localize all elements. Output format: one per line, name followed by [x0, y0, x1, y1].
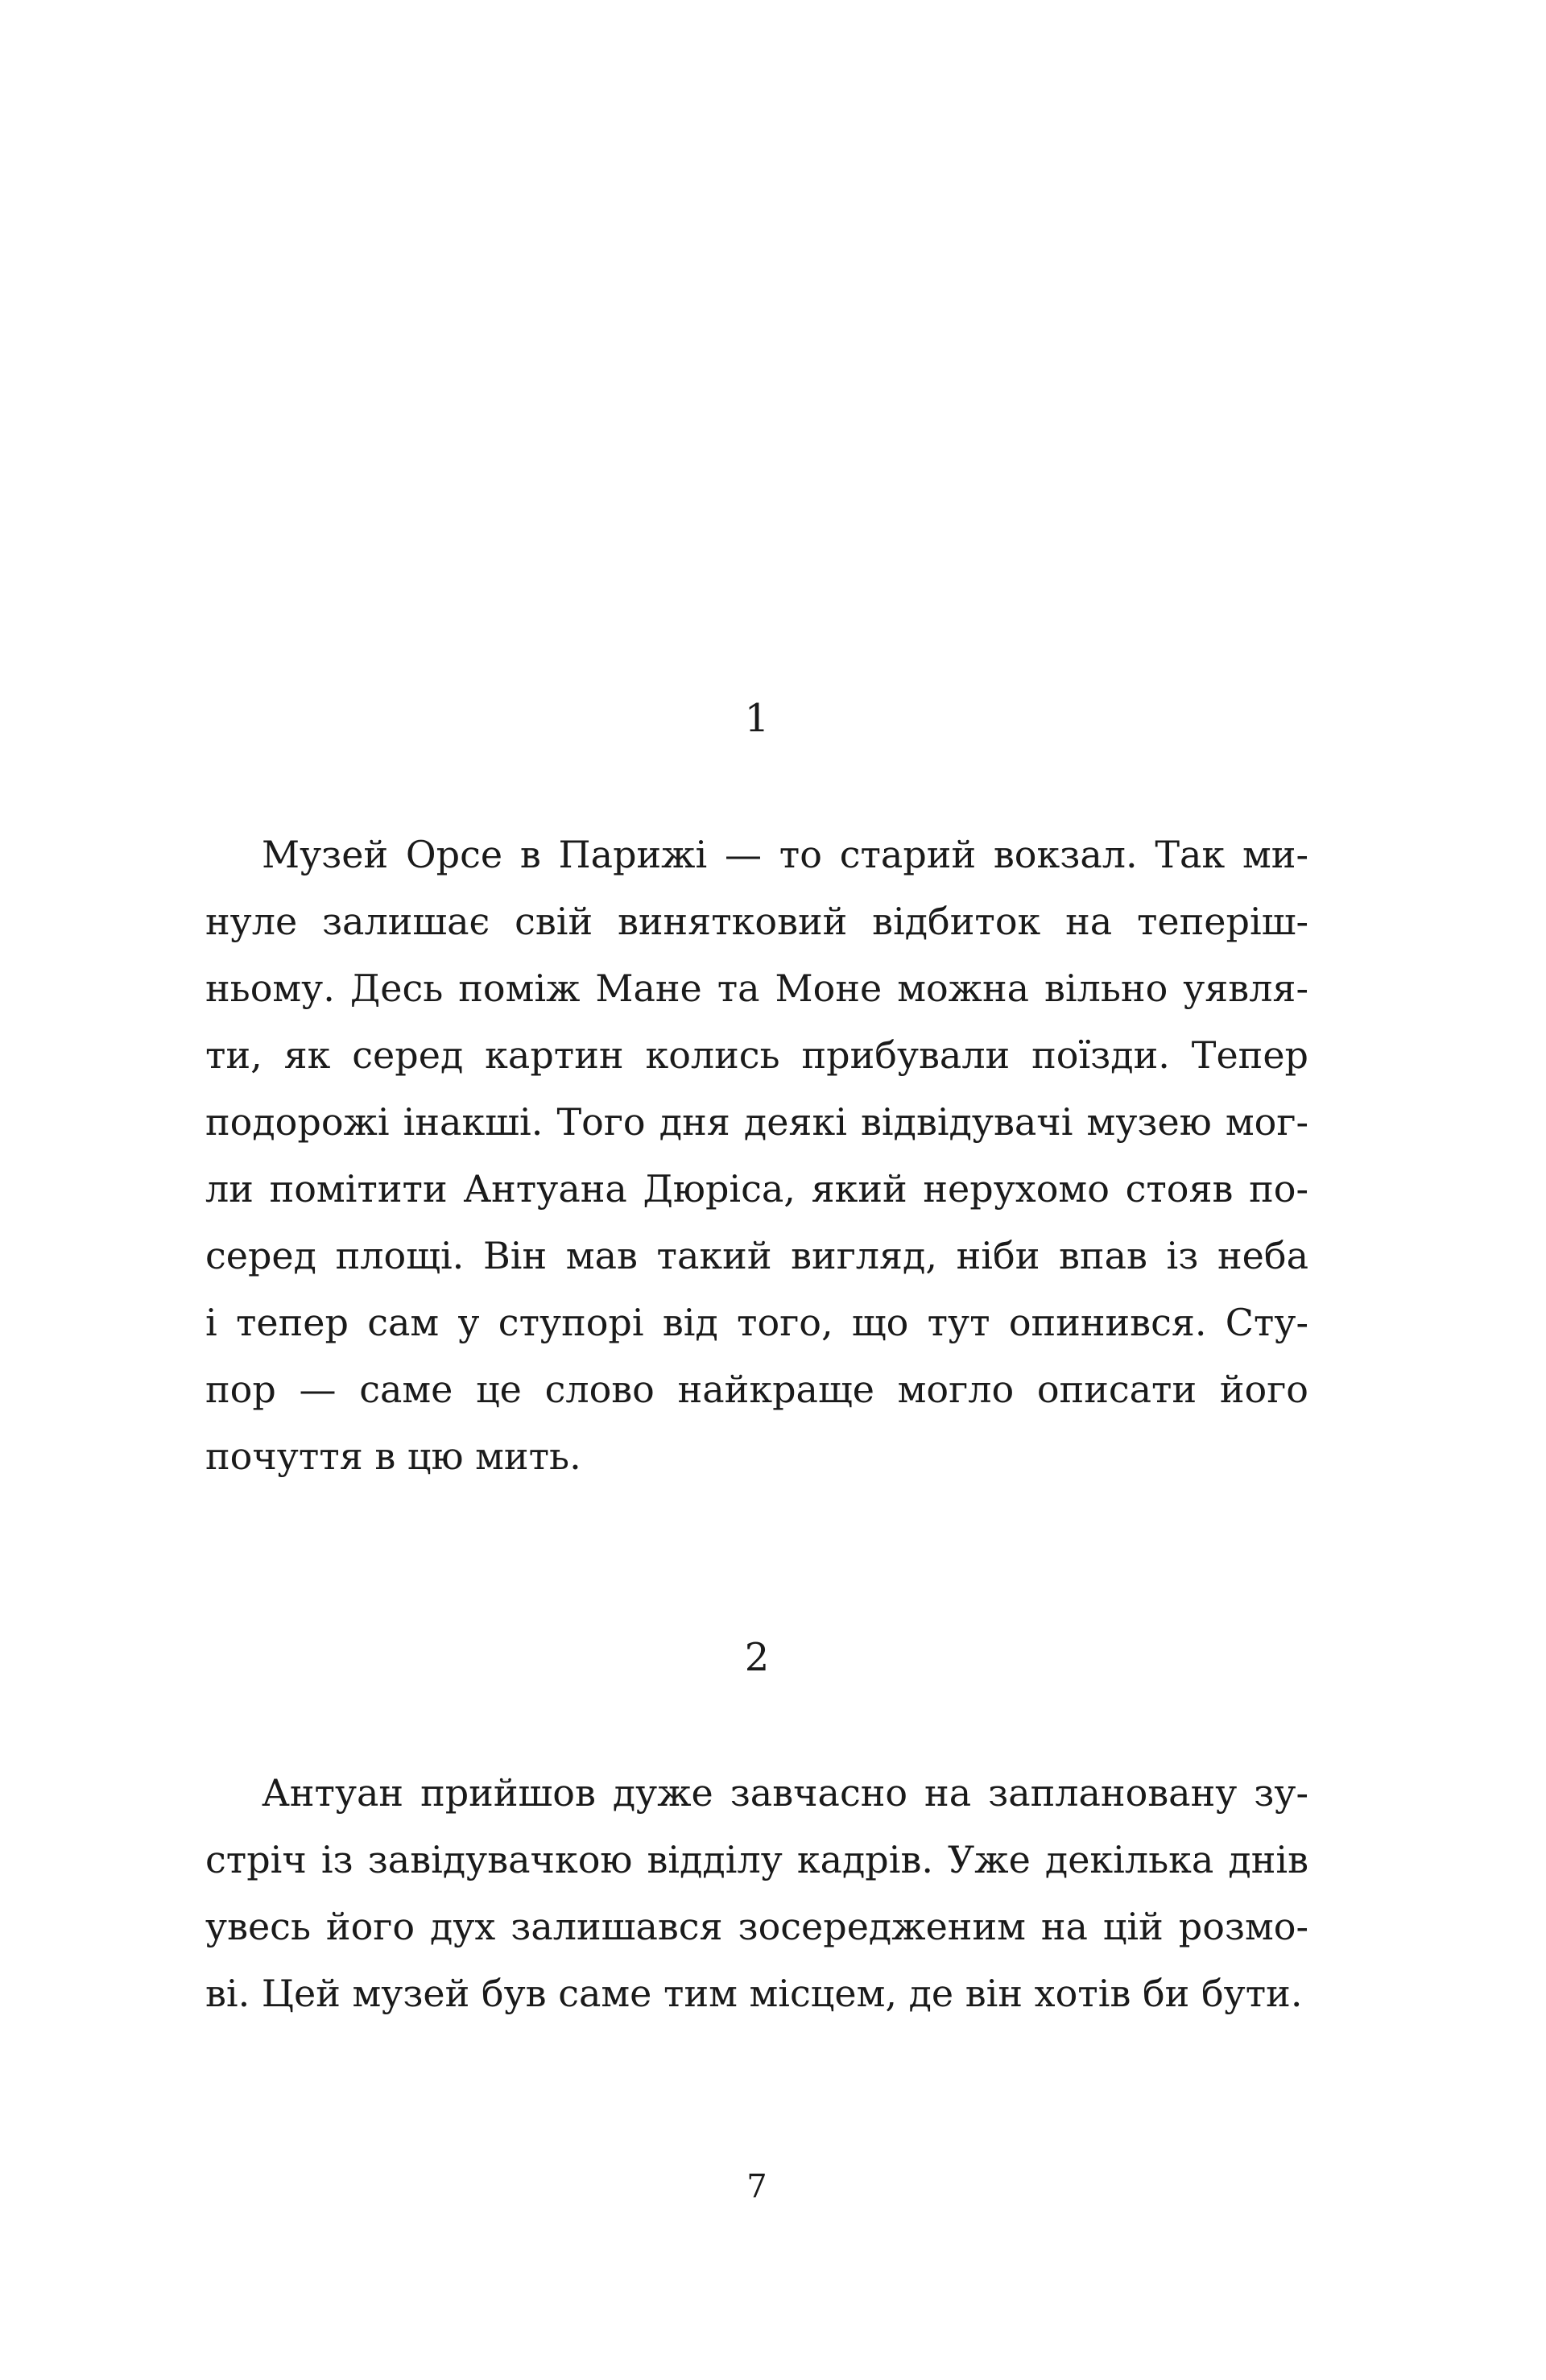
section-2-paragraph	[205, 1760, 1308, 2027]
paragraph-line: серед площі. Він мав такий вигляд, ніби впав із неба	[205, 1234, 1308, 1277]
paragraph-line: стріч із завідувачкою відділу кадрів. Уже декілька днів	[205, 1838, 1308, 1881]
paragraph-line: увесь його дух залишався зосередженим на цій розмо-	[205, 1905, 1308, 1948]
paragraph-line: подорожі інакші. Того дня деякі відвідувачі музею мог-	[205, 1100, 1308, 1144]
section-2-number: 2	[744, 1635, 770, 1680]
paragraph-line: ли помітити Антуана Дюріса, який нерухомо стояв по-	[205, 1167, 1308, 1211]
paragraph-line: почуття в цю мить.	[205, 1434, 581, 1478]
paragraph-line: Музей Орсе в Парижі — то старий вокзал. Так ми-	[262, 833, 1308, 876]
paragraph-line: і тепер сам у ступорі від того, що тут опинився. Сту-	[205, 1301, 1308, 1344]
paragraph-line: ти, як серед картин колись прибували поїзди. Тепер	[205, 1033, 1308, 1077]
paragraph-line: ві. Цей музей був саме тим місцем, де він хотів би бути.	[205, 1972, 1303, 2015]
paragraph-line: пор — саме це слово найкраще могло описати його	[205, 1368, 1308, 1411]
section-1-paragraph	[205, 822, 1308, 1490]
page-number: 7	[746, 2168, 767, 2205]
paragraph-line: ньому. Десь поміж Мане та Моне можна вільно уявля-	[205, 966, 1308, 1010]
paragraph-line: Антуан прийшов дуже завчасно на заплановану зу-	[262, 1771, 1308, 1815]
section-1-number: 1	[744, 696, 770, 741]
paragraph-line: нуле залишає свій винятковий відбиток на теперіш-	[205, 900, 1308, 943]
